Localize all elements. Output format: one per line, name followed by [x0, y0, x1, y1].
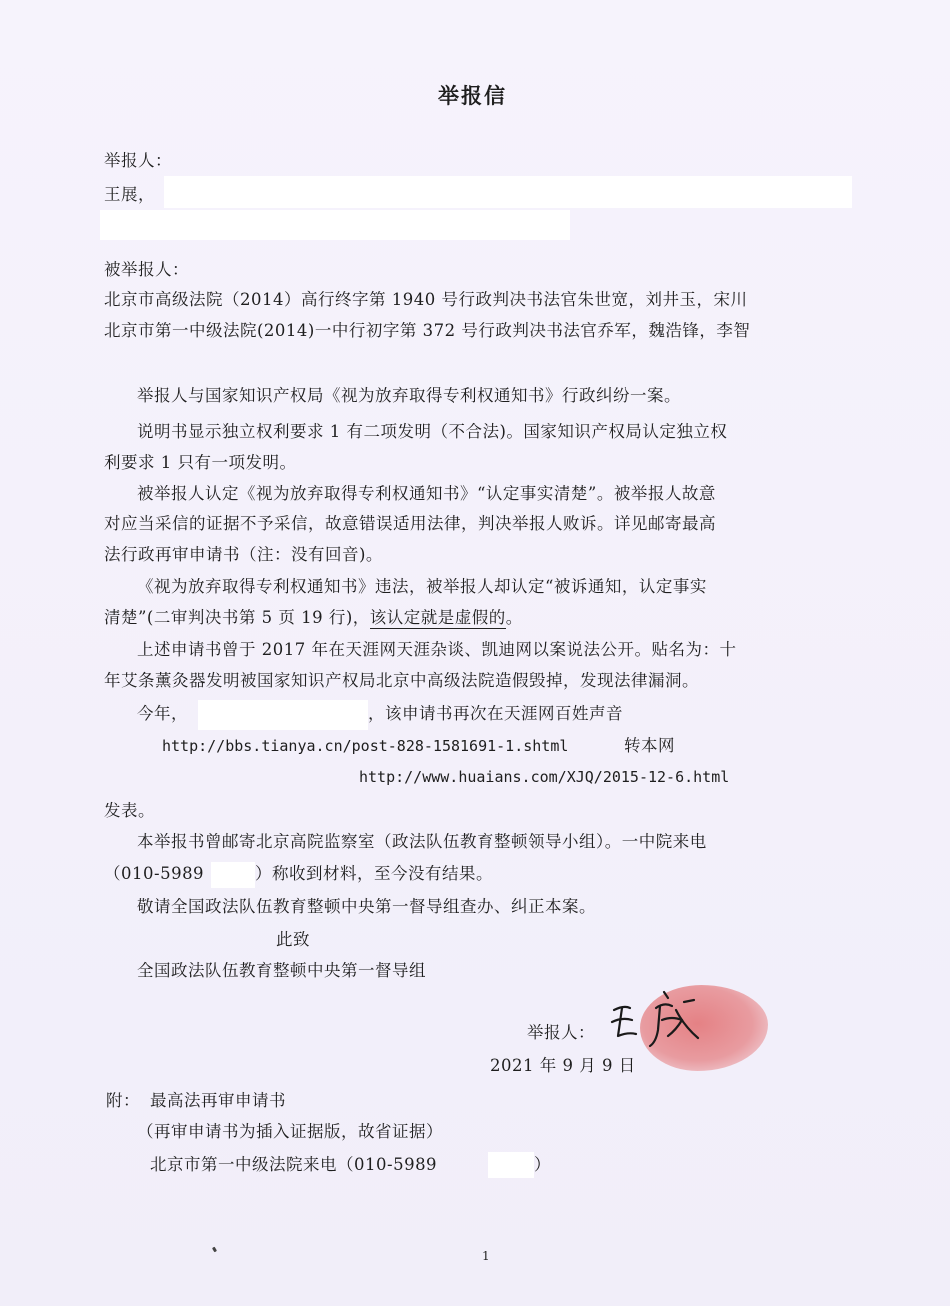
accused-label: 被举报人：: [104, 260, 189, 279]
reporter-name: 王展，: [104, 185, 155, 204]
body-paragraph: 举报人与国家知识产权局《视为放弃取得专利权通知书》行政纠纷一案。: [137, 386, 681, 405]
accused-line: 北京市第一中级法院(2014)一中行初字第 372 号行政判决书法官乔军，魏浩锋，李智: [104, 321, 751, 340]
attachment-item: 最高法再审申请书: [150, 1091, 286, 1110]
attachment-label: 附：: [106, 1091, 140, 1110]
body-text: （010-5989: [104, 864, 205, 883]
date: 2021 年 9 月 9 日: [490, 1056, 636, 1075]
body-paragraph: 法行政再审申请书（注：没有回音)。: [104, 545, 383, 564]
body-text: 发表。: [104, 801, 155, 820]
accused-line: 北京市高级法院（2014）高行终字第 1940 号行政判决书法官朱世宽，刘井玉，宋川: [104, 290, 748, 309]
redaction-box: [164, 176, 852, 208]
body-paragraph: 利要求 1 只有一项发明。: [104, 453, 297, 472]
body-text: 今年，: [137, 704, 188, 723]
handwritten-signature: [598, 986, 710, 1052]
body-text: 清楚”(二审判决书第 5 页 19 行)，: [104, 608, 370, 627]
body-paragraph: 对应当采信的证据不予采信，故意错误适用法律，判决举报人败诉。详见邮寄最高: [104, 514, 716, 533]
body-paragraph: 年艾条薰灸器发明被国家知识产权局北京中高级法院造假毁掉，发现法律漏洞。: [104, 671, 699, 690]
body-paragraph: 《视为放弃取得专利权通知书》违法，被举报人却认定“被诉通知，认定事实: [137, 577, 707, 596]
recipient: 全国政法队伍教育整顿中央第一督导组: [137, 961, 426, 980]
ink-speck: [212, 1247, 217, 1253]
page-number: 1: [482, 1249, 491, 1263]
body-paragraph: 被举报人认定《视为放弃取得专利权通知书》“认定事实清楚”。被举报人故意: [137, 484, 716, 503]
body-paragraph: 说明书显示独立权利要求 1 有二项发明（不合法)。国家知识产权局认定独立权: [137, 422, 728, 441]
body-paragraph: 敬请全国政法队伍教育整顿中央第一督导组查办、纠正本案。: [137, 897, 596, 916]
redaction-box: [100, 210, 570, 240]
url-link: http://bbs.tianya.cn/post-828-1581691-1.shtml: [162, 737, 569, 755]
underlined-text: 该认定就是虚假的: [369, 608, 506, 627]
body-paragraph: 上述申请书曾于 2017 年在天涯网天涯杂谈、凯迪网以案说法公开。贴名为：十: [137, 640, 737, 659]
redaction-box: [198, 700, 368, 730]
body-paragraph: [104, 610, 523, 627]
body-text: ，该申请书再次在天涯网百姓声音: [368, 704, 623, 723]
body-text: 转本网: [624, 736, 675, 755]
redaction-box: [488, 1152, 534, 1178]
body-text: 。: [505, 608, 523, 627]
attachment-item: 北京市第一中级法院来电（010-5989: [150, 1155, 438, 1174]
attachment-item: ）: [534, 1155, 551, 1174]
body-text: ）称收到材料，至今没有结果。: [255, 864, 493, 883]
signature-label: 举报人：: [527, 1023, 595, 1042]
reporter-label: 举报人：: [104, 151, 172, 170]
url-link: http://www.huaians.com/XJQ/2015-12-6.html: [359, 768, 730, 786]
document-title: 举报信: [438, 84, 507, 108]
salutation: 此致: [276, 930, 310, 949]
body-paragraph: 本举报书曾邮寄北京高院监察室（政法队伍教育整顿领导小组）。一中院来电: [137, 832, 707, 851]
redaction-box: [211, 862, 255, 888]
attachment-item: （再审申请书为插入证据版，故省证据）: [137, 1122, 443, 1141]
